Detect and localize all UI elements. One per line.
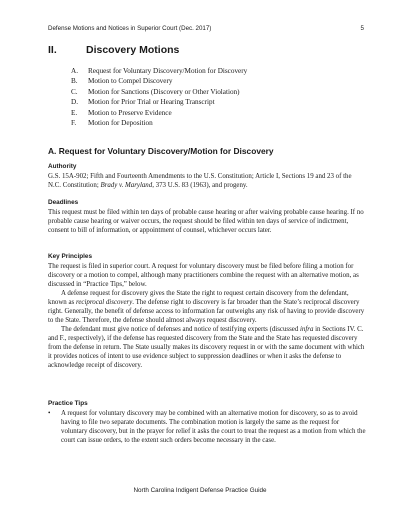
contents-item-text: Motion to Compel Discovery [88, 77, 173, 86]
contents-item [71, 87, 247, 97]
practice-tips-block [48, 400, 366, 445]
section-contents-list [71, 66, 247, 128]
authority-text-end: , 373 U.S. 83 (1963), and progeny. [152, 181, 248, 189]
section-number: II. [48, 44, 57, 56]
contents-item-text: Motion to Preserve Evidence [88, 108, 172, 117]
deadlines-block [48, 199, 366, 235]
section-title: Discovery Motions [86, 44, 180, 56]
contents-item-text: Motion for Deposition [88, 119, 153, 128]
contents-item-letter: E. [71, 108, 78, 117]
contents-item [71, 97, 247, 107]
contents-item [71, 66, 247, 76]
contents-item-text: Motion for Prior Trial or Hearing Transcript [88, 98, 215, 107]
authority-text [48, 172, 366, 190]
tip-text: A request for voluntary discovery may be combined with an alternative motion for discovery, so as to avoid having to file two separate documents. The combination motion is largely the same as the request for voluntary discovery, but in the prayer for relief it asks the court to treat the request as a motion from which the court can issue orders, to the extent such orders become necessary in the case. [61, 409, 366, 444]
contents-item-letter: B. [71, 77, 78, 86]
deadlines-text: This request must be filed within ten days of probable cause hearing or after waiving probable cause hearing. If no probable cause hearing or waiver occurs, the request should be filed within ten days of service of indictment, consent to bill of information, or appointment of counsel, whichever occurs later. [48, 208, 364, 234]
contents-item-text: Motion for Sanctions (Discovery or Other Violation) [88, 87, 240, 96]
practice-tips-list [48, 409, 366, 445]
contents-item-letter: F. [71, 119, 77, 128]
contents-item-letter: A. [71, 67, 78, 75]
subsection-title: A. Request for Voluntary Discovery/Motion for Discovery [48, 146, 274, 156]
running-header [48, 25, 364, 32]
authority-text-start: G.S. 15A-902; Fifth and Fourteenth Amendments to the U.S. Constitution; Article I, Sections 19 and 23 of the N.C. Constitution; [48, 172, 352, 189]
contents-item-letter: D. [71, 98, 78, 107]
contents-item-letter: C. [71, 87, 78, 96]
list-item [48, 409, 366, 445]
authority-block [48, 163, 366, 190]
deadlines-heading: Deadlines [48, 199, 79, 206]
paragraph-text: The defendant must give notice of defenses and notice of testifying experts (discussed [61, 325, 300, 333]
bullet-icon: • [48, 409, 51, 417]
running-title: Defense Motions and Notices in Superior Court (Dec. 2017) [48, 25, 212, 32]
italic-term: infra [300, 325, 314, 333]
italic-term: reciprocal discovery [75, 298, 133, 306]
page-footer: North Carolina Indigent Defense Practice Guide [133, 487, 267, 494]
key-principles-heading: Key Principles [48, 253, 93, 260]
key-principles-paragraph: The request is filed in superior court. A request for voluntary discovery must be filed before filing a motion for discovery or a motion to compel, although many practitioners combine the request with an alternative motion, as discussed in “Practice Tips,” below. [48, 262, 359, 288]
paragraph-text: . The defense right to discovery is far broader than the State’s reciprocal discovery right. Generally, the benefit of defense access to information far outweighs any risk of having to provide discovery to the State. Therefore, the defense should almost always request discovery. [48, 298, 365, 324]
paragraph-text: A defense request for discovery gives the State the right to request certain discovery from the defendant, known as [48, 289, 349, 306]
contents-item [71, 76, 247, 86]
contents-item [71, 108, 247, 118]
case-citation: Brady v. Maryland [100, 181, 153, 189]
paragraph-text: in Sections IV. C. and F., respectively), if the defense has requested discovery from the State and the State has requested discovery from the defense in return. The State usually makes its discovery request in or with the same document with which it provides notices of intent to use evidence subject to suppression deadlines or when it asks the defense to acknowledge receipt of discovery. [48, 325, 365, 370]
section-heading [48, 44, 179, 56]
key-principles-paragraph [48, 289, 366, 325]
page-number: 5 [360, 25, 364, 32]
authority-heading: Authority [48, 163, 77, 170]
contents-item [71, 118, 247, 128]
practice-tips-heading: Practice Tips [48, 400, 88, 407]
key-principles-block [48, 253, 366, 370]
key-principles-paragraph [48, 325, 366, 370]
contents-item-text: Request for Voluntary Discovery/Motion for Discovery [88, 67, 248, 75]
